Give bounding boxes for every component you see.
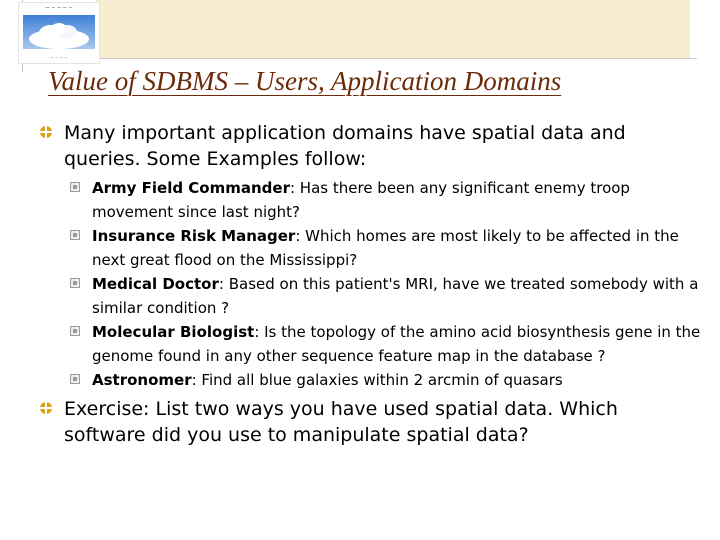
bullet-intro [40, 120, 680, 172]
header-banner [96, 0, 690, 58]
sub-bullet-icon [70, 182, 80, 192]
example-term: Molecular Biologist [92, 323, 255, 341]
example-text: : Which homes are most likely to be affected in the next great flood on the Mississippi? [92, 227, 679, 269]
example-text: : Has there been any significant enemy troop movement since last night? [92, 179, 630, 221]
logo-caption-bottom: ~ ~ ~ ~ [50, 55, 68, 60]
cloud-logo-icon [19, 3, 99, 63]
bullet-icon [40, 402, 52, 414]
header-rule [22, 58, 697, 59]
logo [18, 2, 100, 64]
logo-caption: ~ ~ ~ ~ ~ [45, 5, 73, 11]
example-term: Insurance Risk Manager [92, 227, 296, 245]
bullet-intro-text: Many important application domains have spatial data and queries. Some Examples follow: [64, 122, 626, 170]
example-text: : Based on this patient's MRI, have we treated somebody with a similar condition ? [92, 275, 699, 317]
sub-bullet-icon [70, 326, 80, 336]
sub-bullet-icon [70, 230, 80, 240]
example-term: Medical Doctor [92, 275, 219, 293]
example-term: Astronomer [92, 371, 192, 389]
example-text: : Find all blue galaxies within 2 arcmin of quasars [191, 371, 563, 389]
sub-bullet-icon [70, 278, 80, 288]
bullet-icon [40, 126, 52, 138]
example-text: : Is the topology of the amino acid biosynthesis gene in the genome found in any other sequence feature map in the database ? [92, 323, 701, 365]
page-title: Value of SDBMS – Users, Application Domains [48, 66, 562, 96]
example-item [70, 368, 710, 392]
sub-bullet-icon [70, 374, 80, 384]
example-item [70, 176, 710, 224]
example-item [70, 272, 710, 320]
bullet-exercise [40, 396, 680, 448]
example-item [70, 320, 710, 368]
example-term: Army Field Commander [92, 179, 290, 197]
bullet-exercise-text: Exercise: List two ways you have used spatial data. Which software did you use to manipulate spatial data? [64, 398, 618, 446]
example-item [70, 224, 710, 272]
